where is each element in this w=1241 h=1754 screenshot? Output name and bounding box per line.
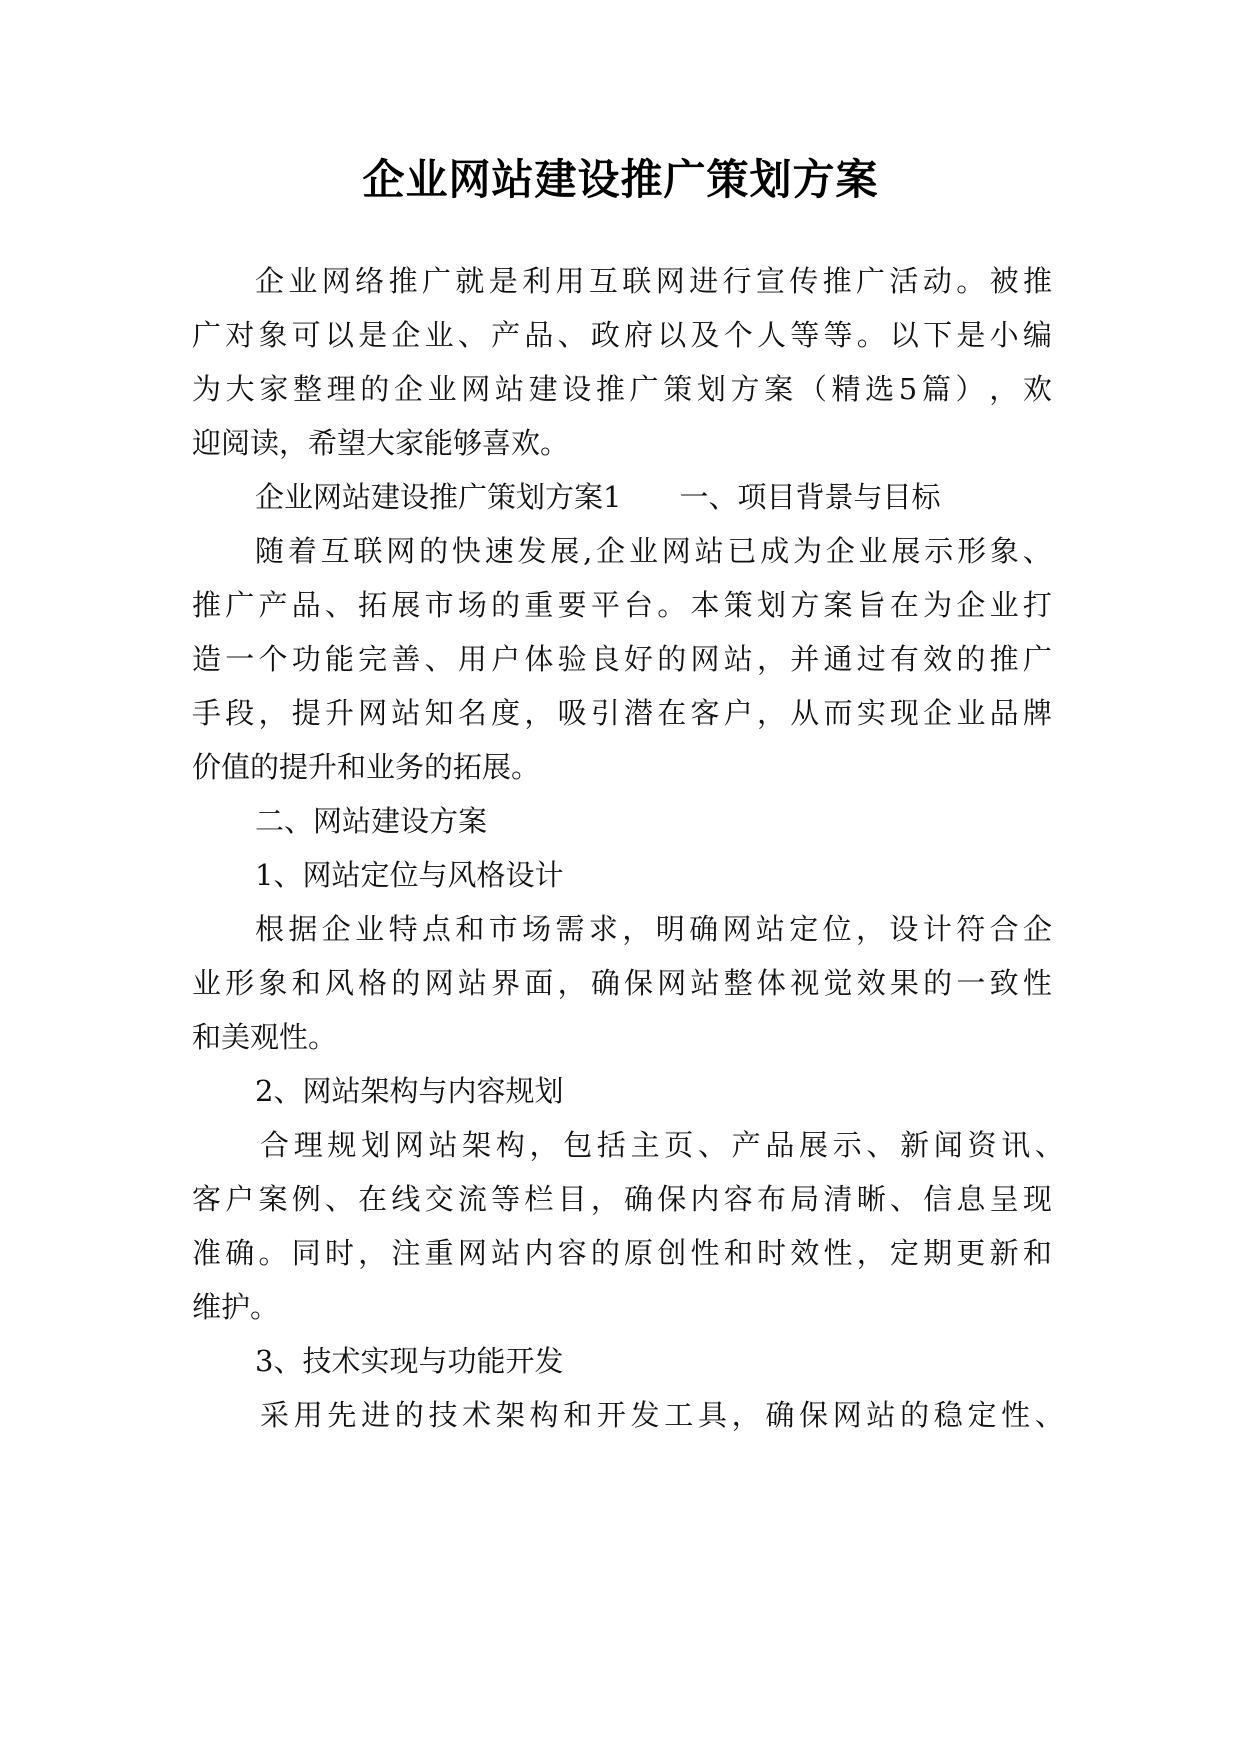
subsection-heading: 1、网站定位与风格设计 bbox=[255, 858, 564, 892]
body-line: 维护。 bbox=[192, 1290, 280, 1324]
body-line: 价值的提升和业务的拓展。 bbox=[192, 750, 541, 784]
body-line: 企 业 网 络 推 广 就 是 利 用 互 联 网 进 行 宣 传 推 广 活 动 。 被 推 bbox=[255, 264, 1052, 298]
body-line: 和美观性。 bbox=[192, 1020, 338, 1054]
body-line: 造 一 个 功 能 完 善 、 用 户 体 验 良 好 的 网 站 ， 并 通 过 有 效 的 推 广 bbox=[192, 642, 1052, 676]
subsection-heading: 2、网站架构与内容规划 bbox=[255, 1074, 564, 1108]
body-line: 广 对 象 可 以 是 企 业 、 产 品 、 政 府 以 及 个 人 等 等 。 以 下 是 小 编 bbox=[192, 318, 1052, 352]
body-line: 手 段 ， 提 升 网 站 知 名 度 ， 吸 引 潜 在 客 户 ， 从 而 实 现 企 业 品 牌 bbox=[192, 696, 1052, 730]
body-line: 为 大 家 整 理 的 企 业 网 站 建 设 推 广 策 划 方 案 （ 精 选 5 篇 ） ， 欢 bbox=[192, 372, 1052, 406]
body-line: 业 形 象 和 风 格 的 网 站 界 面 ， 确 保 网 站 整 体 视 觉 效 果 的 一 致 性 bbox=[192, 966, 1052, 1000]
body-line: 合 理 规 划 网 站 架 构 ， 包 括 主 页 、 产 品 展 示 、 新 闻 资 讯 、 bbox=[260, 1128, 1064, 1162]
body-line: 客 户 案 例 、 在 线 交 流 等 栏 目 ， 确 保 内 容 布 局 清 晰 、 信 息 呈 现 bbox=[192, 1182, 1052, 1216]
body-line: 迎阅读，希望大家能够喜欢。 bbox=[192, 426, 570, 460]
body-line: 采 用 先 进 的 技 术 架 构 和 开 发 工 具 ， 确 保 网 站 的 稳 定 性 、 bbox=[260, 1398, 1064, 1432]
body-line: 准 确 。 同 时 ， 注 重 网 站 内 容 的 原 创 性 和 时 效 性 ， 定 期 更 新 和 bbox=[192, 1236, 1052, 1270]
body-line: 随 着 互 联 网 的 快 速 发 展 , 企 业 网 站 已 成 为 企 业 展 示 形 象 、 bbox=[255, 534, 1052, 568]
subsection-heading: 3、技术实现与功能开发 bbox=[255, 1344, 564, 1378]
section-heading: 企业网站建设推广策划方案1 一、项目背景与目标 bbox=[255, 480, 941, 514]
section-heading: 二、网站建设方案 bbox=[255, 804, 488, 838]
document-title: 企业网站建设推广策划方案 bbox=[362, 155, 879, 204]
body-line: 根 据 企 业 特 点 和 市 场 需 求 ， 明 确 网 站 定 位 ， 设 计 符 合 企 bbox=[255, 912, 1052, 946]
body-line: 推 广 产 品 、 拓 展 市 场 的 重 要 平 台 。 本 策 划 方 案 旨 在 为 企 业 打 bbox=[192, 588, 1052, 622]
